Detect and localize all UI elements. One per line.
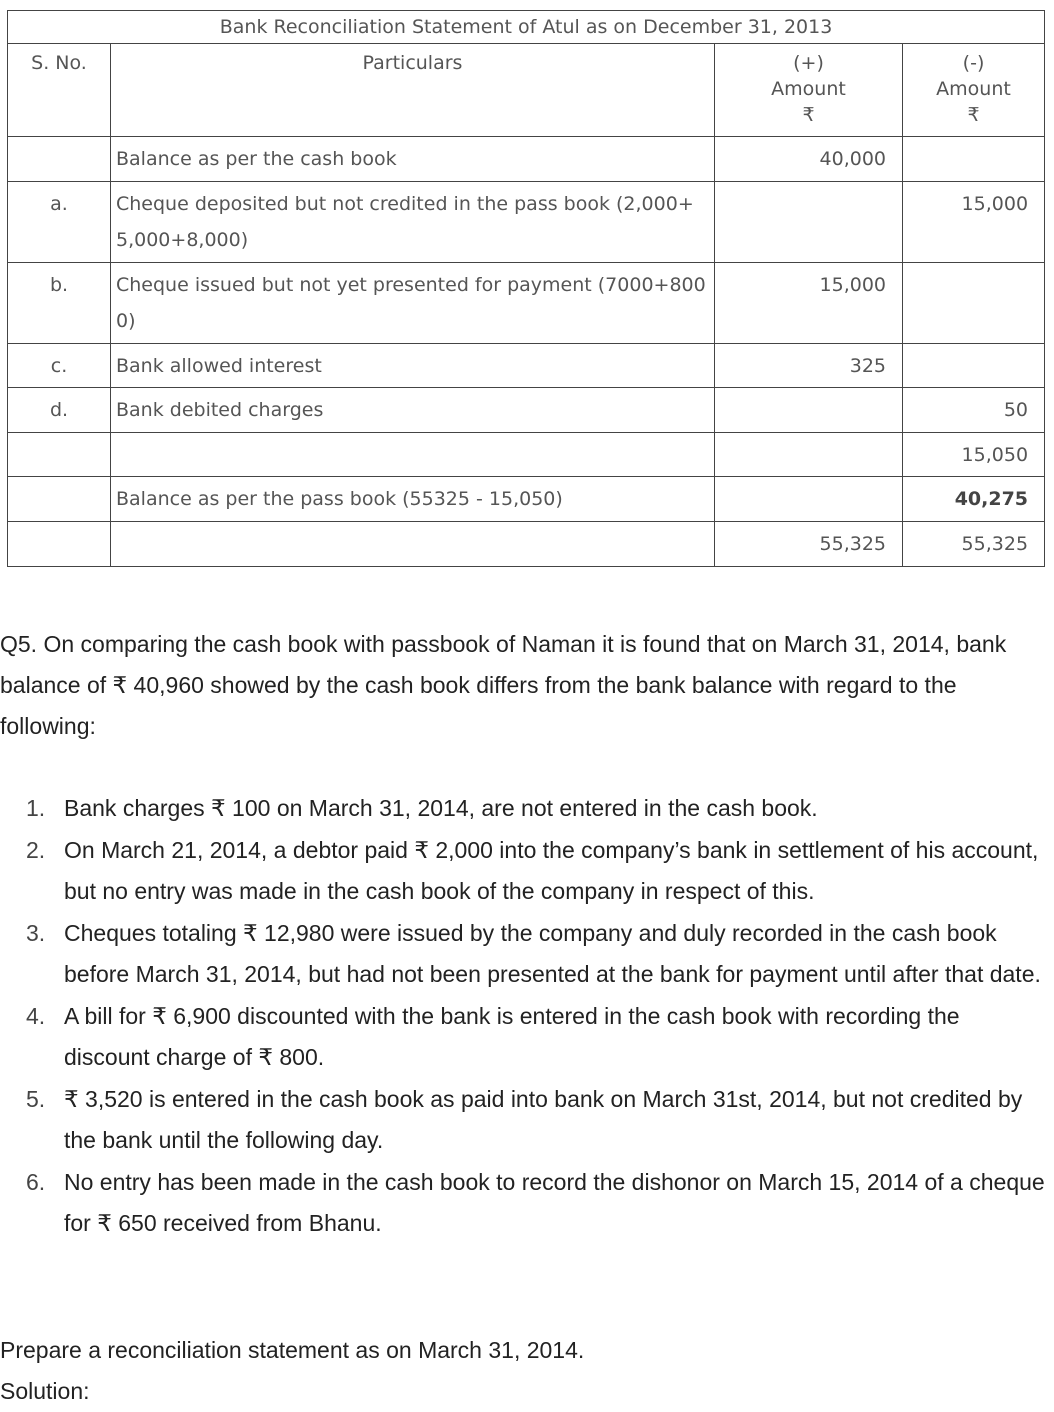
row-plus-amount: 325 <box>715 344 903 388</box>
row-plus-amount <box>715 182 903 263</box>
row-sno: d. <box>8 388 111 433</box>
row-plus-amount: 40,000 <box>715 137 903 182</box>
list-item <box>0 830 1054 913</box>
row-sno: b. <box>8 263 111 344</box>
row-plus-amount: 15,000 <box>715 263 903 344</box>
list-item-number: 3. <box>26 919 46 946</box>
list-item <box>0 788 1054 830</box>
prepare-instruction: Prepare a reconciliation statement as on March 31, 2014. <box>0 1337 585 1363</box>
header-sno: S. No. <box>8 44 111 137</box>
row-particulars <box>111 522 715 567</box>
header-minus-label: Amount <box>936 78 1011 100</box>
table-row <box>8 182 1045 263</box>
question-text: Q5. On comparing the cash book with passbook of Naman it is found that on March 31, 2014, bank balance of ₹ 40,960 showed by the cash book differs from the bank balance with regard to the following: <box>0 631 1007 739</box>
list-item <box>0 1162 1054 1245</box>
list-item <box>0 913 1054 996</box>
table-row <box>8 137 1045 182</box>
list-item-number: 4. <box>26 1002 46 1029</box>
row-plus-amount <box>715 477 903 522</box>
list-item-text: On March 21, 2014, a debtor paid ₹ 2,000 into the company’s bank in settlement of his account, but no entry was made in the cash book of the company in respect of this. <box>64 836 1039 904</box>
list-item <box>0 1079 1054 1162</box>
header-minus-sign: (-) <box>962 52 985 74</box>
row-minus-amount: 55,325 <box>903 522 1045 567</box>
row-sno <box>8 137 111 182</box>
row-sno: c. <box>8 344 111 388</box>
row-sno <box>8 477 111 522</box>
row-plus-amount: 55,325 <box>715 522 903 567</box>
reconciliation-table <box>7 10 1045 567</box>
list-item-number: 1. <box>26 795 46 821</box>
header-plus-sign: (+) <box>793 52 824 74</box>
header-plus-amount <box>715 44 903 137</box>
header-minus-amount <box>903 44 1045 137</box>
row-particulars: Bank debited charges <box>111 388 715 433</box>
row-minus-amount: 50 <box>903 388 1045 433</box>
row-plus-amount <box>715 388 903 433</box>
table-title: Bank Reconciliation Statement of Atul as on December 31, 2013 <box>8 11 1045 44</box>
table-row <box>8 263 1045 344</box>
row-particulars: Balance as per the cash book <box>111 137 715 182</box>
table-row <box>8 388 1045 433</box>
row-sno <box>8 522 111 567</box>
list-item-text: A bill for ₹ 6,900 discounted with the bank is entered in the cash book with recording the discount charge of ₹ 800. <box>64 1002 960 1070</box>
row-particulars: Bank allowed interest <box>111 344 715 388</box>
row-minus-amount: 15,050 <box>903 433 1045 477</box>
list-item-number: 5. <box>26 1085 46 1112</box>
row-particulars <box>111 433 715 477</box>
row-minus-amount <box>903 344 1045 388</box>
table-row <box>8 522 1045 567</box>
header-particulars: Particulars <box>111 44 715 137</box>
list-item-text: No entry has been made in the cash book to record the dishonor on March 15, 2014 of a cheque for ₹ 650 received from Bhanu. <box>64 1168 1045 1236</box>
question-items-list <box>0 788 1054 1245</box>
row-particulars: Balance as per the pass book (55325 - 15,050) <box>111 477 715 522</box>
row-plus-amount <box>715 433 903 477</box>
header-plus-unit: ₹ <box>802 104 815 126</box>
table-header-row <box>8 44 1045 137</box>
list-item-number: 2. <box>26 836 46 863</box>
row-sno: a. <box>8 182 111 263</box>
row-particulars: Cheque issued but not yet presented for payment (7000+8000) <box>111 263 715 344</box>
row-particulars: Cheque deposited but not credited in the pass book (2,000+ 5,000+8,000) <box>111 182 715 263</box>
list-item-text: Cheques totaling ₹ 12,980 were issued by the company and duly recorded in the cash book before March 31, 2014, but had not been presented at the bank for payment until after that date. <box>64 919 1041 987</box>
list-item-text: Bank charges ₹ 100 on March 31, 2014, are not entered in the cash book. <box>64 795 818 821</box>
row-minus-amount <box>903 263 1045 344</box>
row-sno <box>8 433 111 477</box>
list-item-text: ₹ 3,520 is entered in the cash book as paid into bank on March 31st, 2014, but not credited by the bank until the following day. <box>64 1085 1023 1153</box>
row-minus-amount: 40,275 <box>903 477 1045 522</box>
table-row <box>8 433 1045 477</box>
table-row <box>8 344 1045 388</box>
table-row <box>8 477 1045 522</box>
list-item <box>0 996 1054 1079</box>
header-plus-label: Amount <box>771 78 846 100</box>
list-item-number: 6. <box>26 1168 46 1195</box>
row-minus-amount: 15,000 <box>903 182 1045 263</box>
header-minus-unit: ₹ <box>967 104 980 126</box>
solution-label: Solution: <box>0 1378 90 1404</box>
row-minus-amount <box>903 137 1045 182</box>
